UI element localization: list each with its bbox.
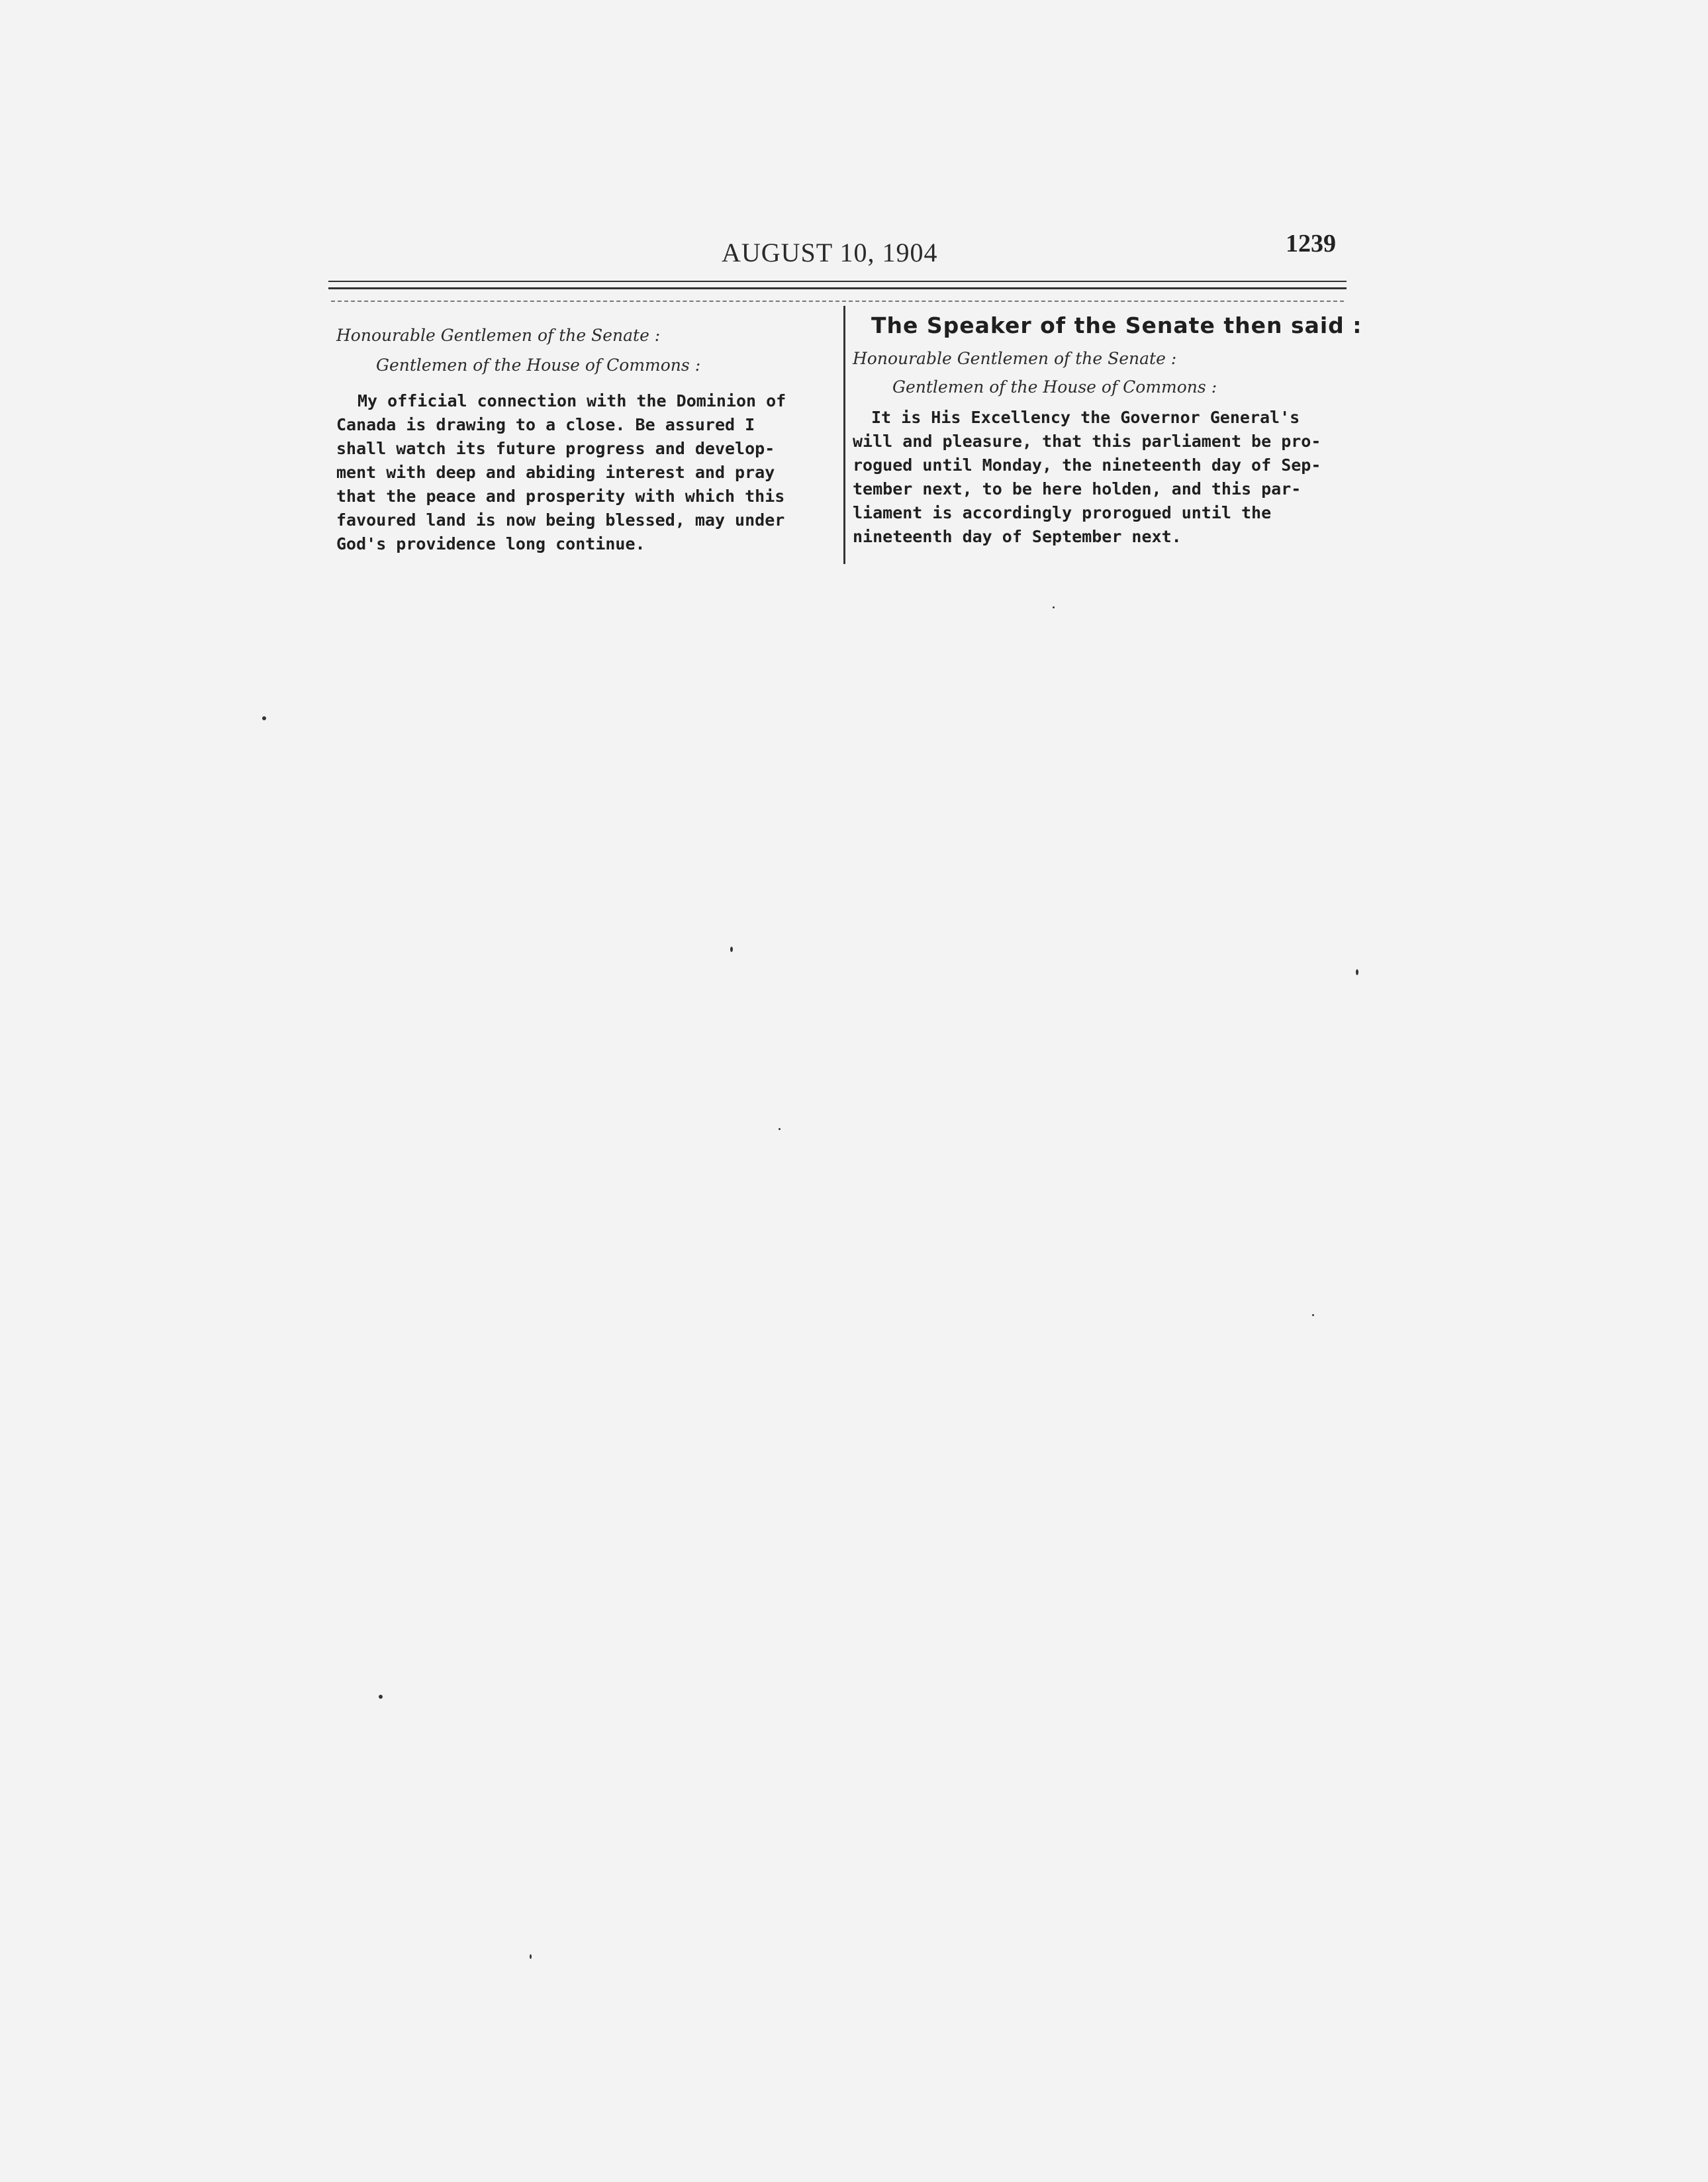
scan-speck xyxy=(730,947,733,952)
paragraph-line: My official connection with the Dominion of xyxy=(357,391,786,410)
speaker-heading: The Speaker of the Senate then said : xyxy=(871,312,1362,338)
paragraph-line: favoured land is now being blessed, may under xyxy=(336,510,785,530)
scan-speck xyxy=(1356,969,1358,975)
salutation-commons: Gentlemen of the House of Commons : xyxy=(892,377,1217,397)
scan-speck xyxy=(262,716,266,720)
salutation-senate: Honourable Gentlemen of the Senate : xyxy=(853,349,1177,368)
scan-speck xyxy=(1312,1314,1314,1316)
header-rule-dashed xyxy=(331,301,1344,302)
header-rule xyxy=(328,287,1347,289)
paragraph-line: will and pleasure, that this parliament be pro- xyxy=(853,432,1321,451)
salutation-senate: Honourable Gentlemen of the Senate : xyxy=(336,326,661,345)
scan-speck xyxy=(530,1954,532,1959)
right-column xyxy=(853,306,1362,549)
paragraph-line: God's providence long continue. xyxy=(336,534,645,553)
paragraph-line: rogued until Monday, the nineteenth day of Sep- xyxy=(853,455,1321,475)
paragraph-line: liament is accordingly prorogued until the xyxy=(853,503,1272,522)
paragraph-line: shall watch its future progress and develop- xyxy=(336,439,775,458)
scan-speck xyxy=(1053,606,1055,608)
paragraph-line: tember next, to be here holden, and this par- xyxy=(853,479,1302,498)
paragraph-line: Canada is drawing to a close. Be assured I xyxy=(336,415,755,434)
paragraph-line: that the peace and prosperity with which this xyxy=(336,487,785,506)
paragraph-line: It is His Excellency the Governor General's xyxy=(871,408,1300,427)
running-head-date: AUGUST 10, 1904 xyxy=(722,238,938,267)
left-column xyxy=(336,306,834,556)
page-number: 1239 xyxy=(1286,230,1336,258)
salutation-commons: Gentlemen of the House of Commons : xyxy=(376,356,701,375)
header-rule xyxy=(328,281,1347,282)
paragraph xyxy=(853,406,1354,549)
scan-speck xyxy=(379,1695,383,1699)
paragraph-line: nineteenth day of September next. xyxy=(853,527,1182,546)
column-divider xyxy=(843,306,845,564)
scan-speck xyxy=(779,1128,781,1130)
paragraph xyxy=(336,389,834,556)
paragraph-line: ment with deep and abiding interest and pray xyxy=(336,463,775,482)
